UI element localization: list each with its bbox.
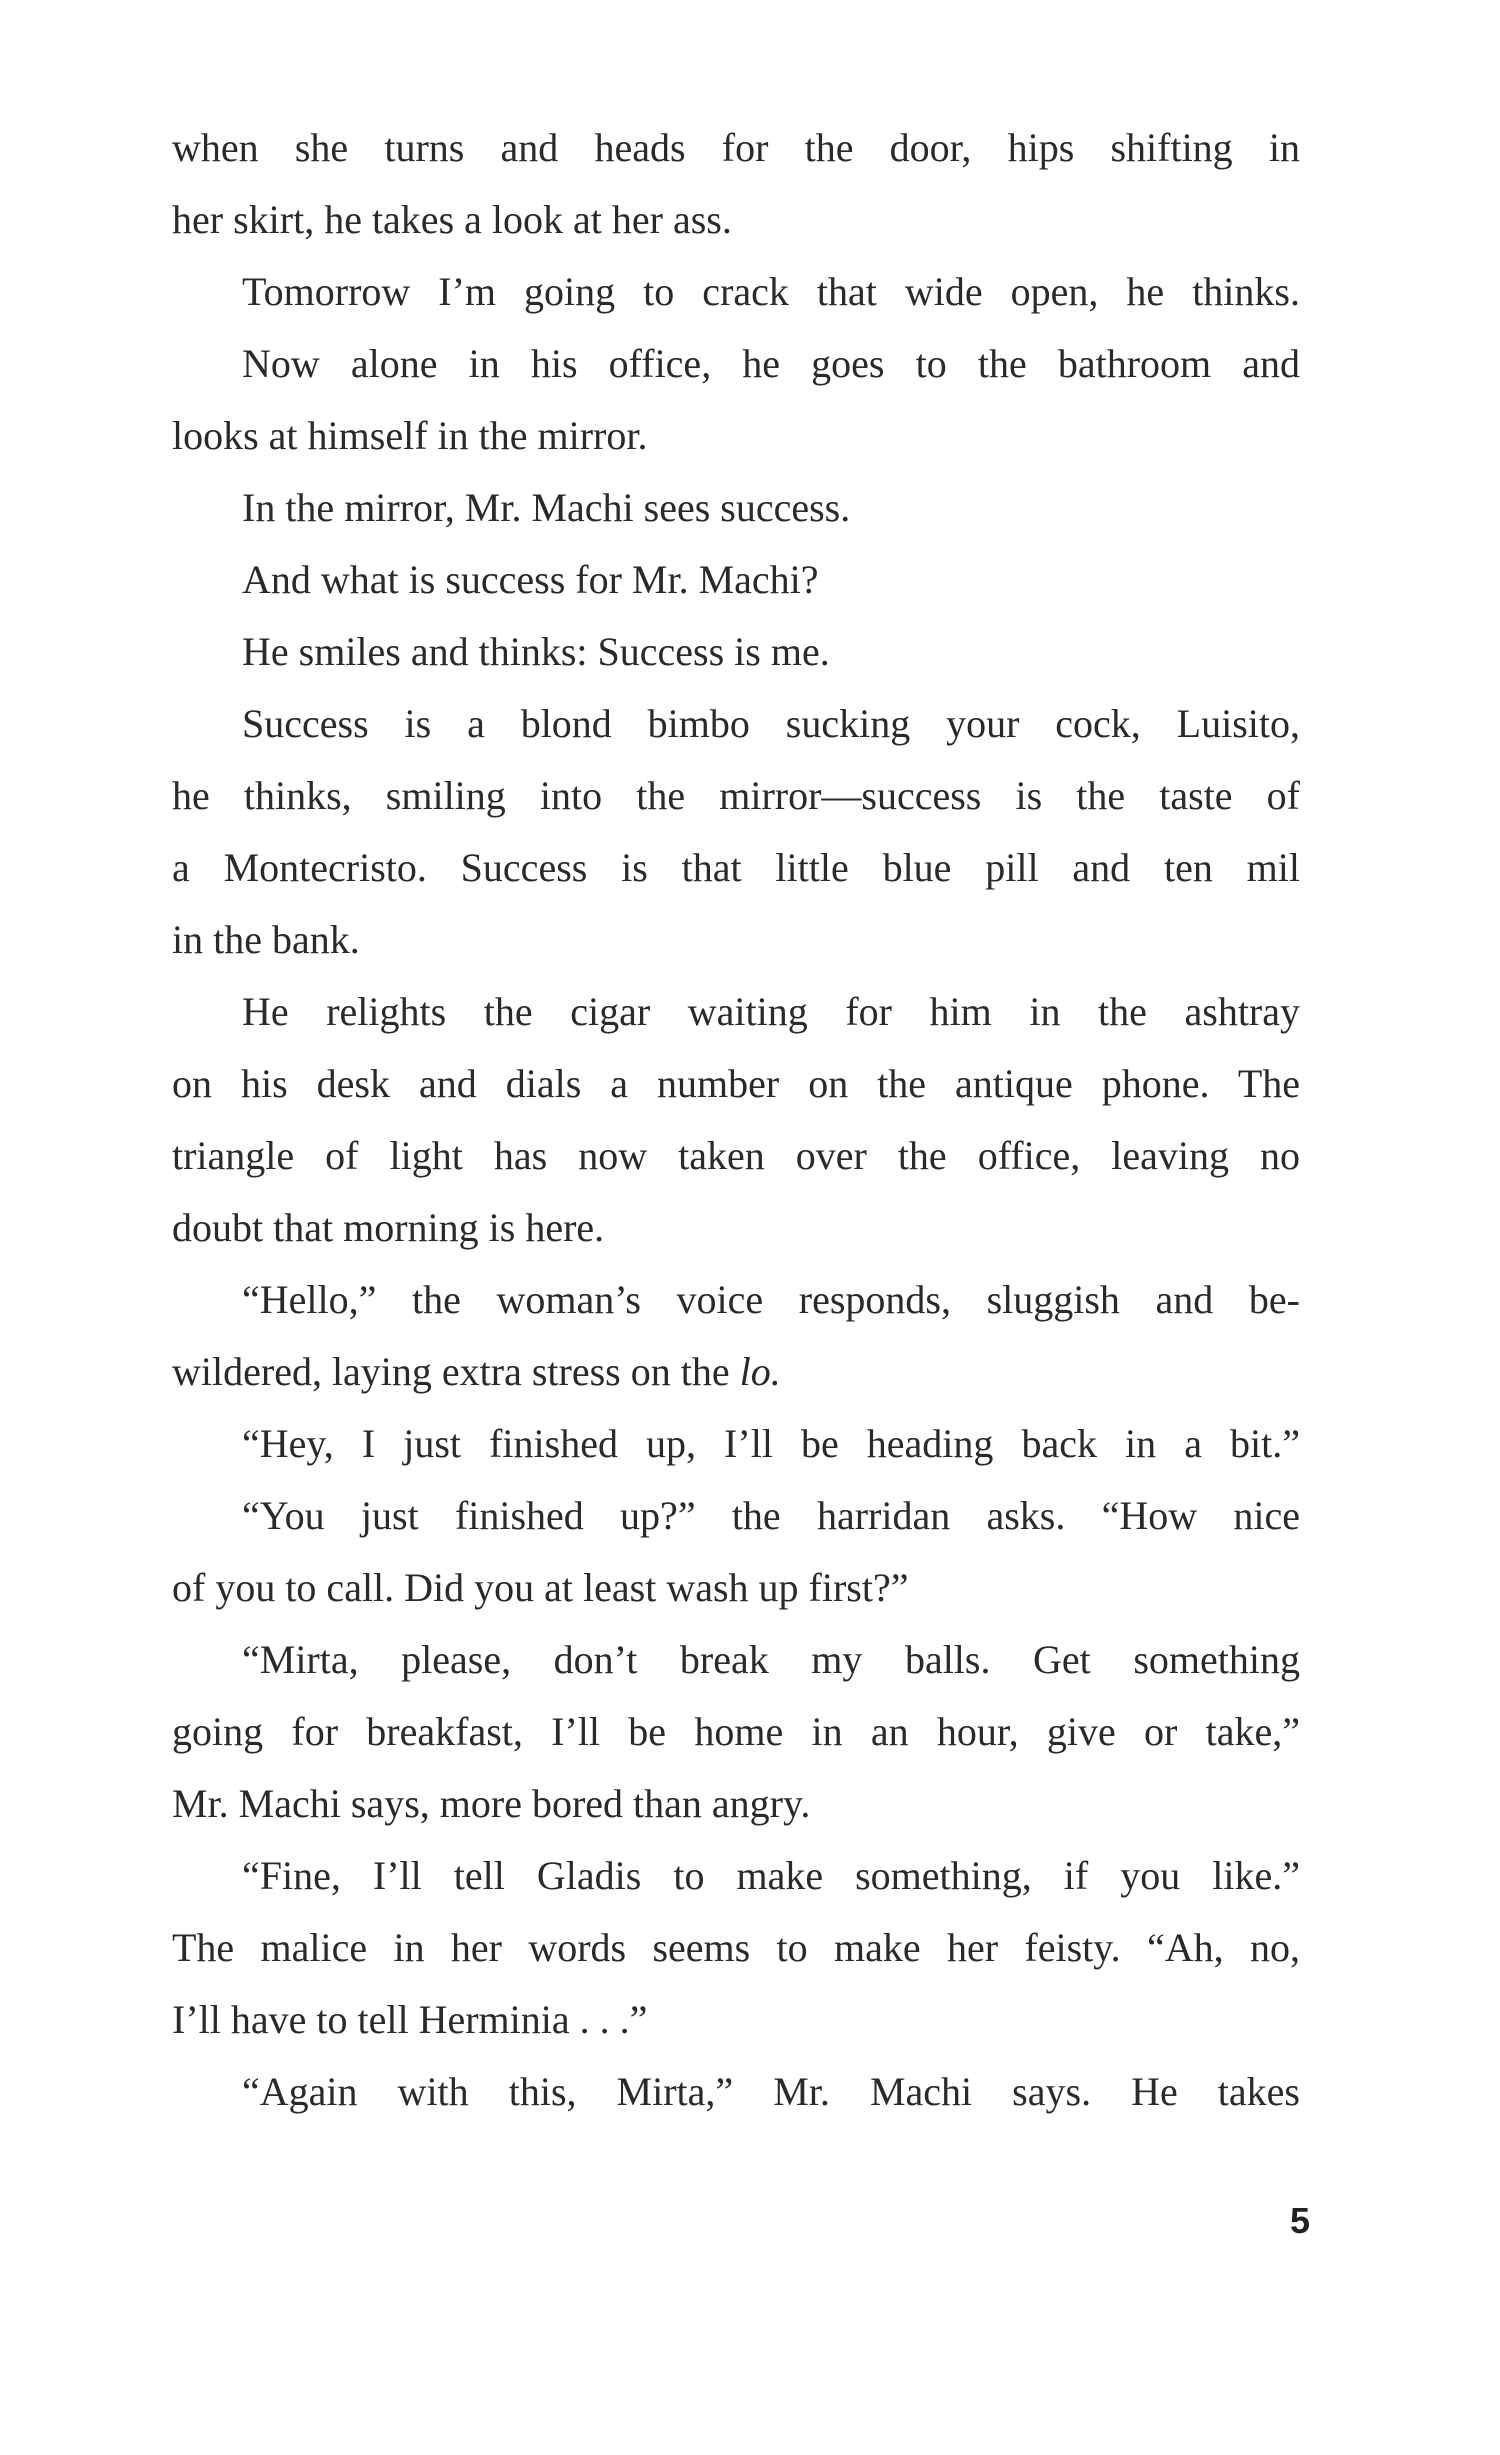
text-line-content: Tomorrow I’m going to crack that wide open, he thinks. [242,269,1300,314]
text-line-content: I’ll have to tell Herminia . . .” [172,1997,648,2042]
text-line-content: “You just finished up?” the harridan asks. “How nice [242,1493,1300,1538]
text-line-content: on his desk and dials a number on the antique phone. The [172,1061,1300,1106]
text-line [172,1408,1300,1480]
text-line [172,976,1300,1048]
text-line [172,1264,1300,1336]
page-number: 5 [1289,2200,1310,2241]
text-line-content: He relights the cigar waiting for him in the ashtray [242,989,1300,1034]
text-line-content: doubt that morning is here. [172,1205,605,1250]
text-line [172,256,1300,328]
text-line [172,328,1300,400]
text-line [172,1696,1300,1768]
text-line [172,1624,1300,1696]
text-line [172,832,1300,904]
text-line-content: And what is success for Mr. Machi? [242,557,819,602]
text-line [172,1840,1300,1912]
text-line-content: He smiles and thinks: Success is me. [242,629,830,674]
text-line-content: in the bank. [172,917,360,962]
text-line [172,472,1300,544]
text-line [172,1480,1300,1552]
text-line [172,1768,1300,1840]
text-line-content: a Montecristo. Success is that little blue pill and ten mil [172,845,1300,890]
text-line [172,1552,1300,1624]
text-line-content: looks at himself in the mirror. [172,413,648,458]
text-line-content: of you to call. Did you at least wash up first?” [172,1565,909,1610]
text-line-content: “Fine, I’ll tell Gladis to make something, if you like.” [242,1853,1300,1898]
text-line [172,904,1300,976]
text-line [172,1120,1300,1192]
body-text [172,112,1300,2128]
text-line [172,1984,1300,2056]
text-line-content: “Again with this, Mirta,” Mr. Machi says. He takes [242,2069,1300,2114]
text-line-content: Success is a blond bimbo sucking your cock, Luisito, [242,701,1300,746]
text-line-content: he thinks, smiling into the mirror—success is the taste of [172,773,1300,818]
text-line [172,1912,1300,1984]
text-line-content: wildered, laying extra stress on the [172,1349,740,1394]
text-line [172,1192,1300,1264]
text-line [172,1336,1300,1408]
text-line [172,616,1300,688]
text-line-content: Mr. Machi says, more bored than angry. [172,1781,811,1826]
text-line [172,688,1300,760]
text-line-content: “Hello,” the woman’s voice responds, sluggish and be- [242,1277,1300,1322]
text-line-content: “Hey, I just finished up, I’ll be heading back in a bit.” [242,1421,1300,1466]
text-line-content: going for breakfast, I’ll be home in an hour, give or take,” [172,1709,1300,1754]
text-line [172,760,1300,832]
text-line-content: triangle of light has now taken over the office, leaving no [172,1133,1300,1178]
text-line [172,184,1300,256]
text-line [172,1048,1300,1120]
text-line [172,2056,1300,2128]
text-line-content: “Mirta, please, don’t break my balls. Get something [242,1637,1300,1682]
italic-emphasis: lo. [739,1349,781,1394]
text-line [172,112,1300,184]
text-line-content: when she turns and heads for the door, hips shifting in [172,125,1300,170]
text-line-content: her skirt, he takes a look at her ass. [172,197,732,242]
text-line [172,544,1300,616]
text-line-content: The malice in her words seems to make her feisty. “Ah, no, [172,1925,1300,1970]
text-line-content: In the mirror, Mr. Machi sees success. [242,485,851,530]
text-line [172,400,1300,472]
text-line-content: Now alone in his office, he goes to the bathroom and [242,341,1300,386]
